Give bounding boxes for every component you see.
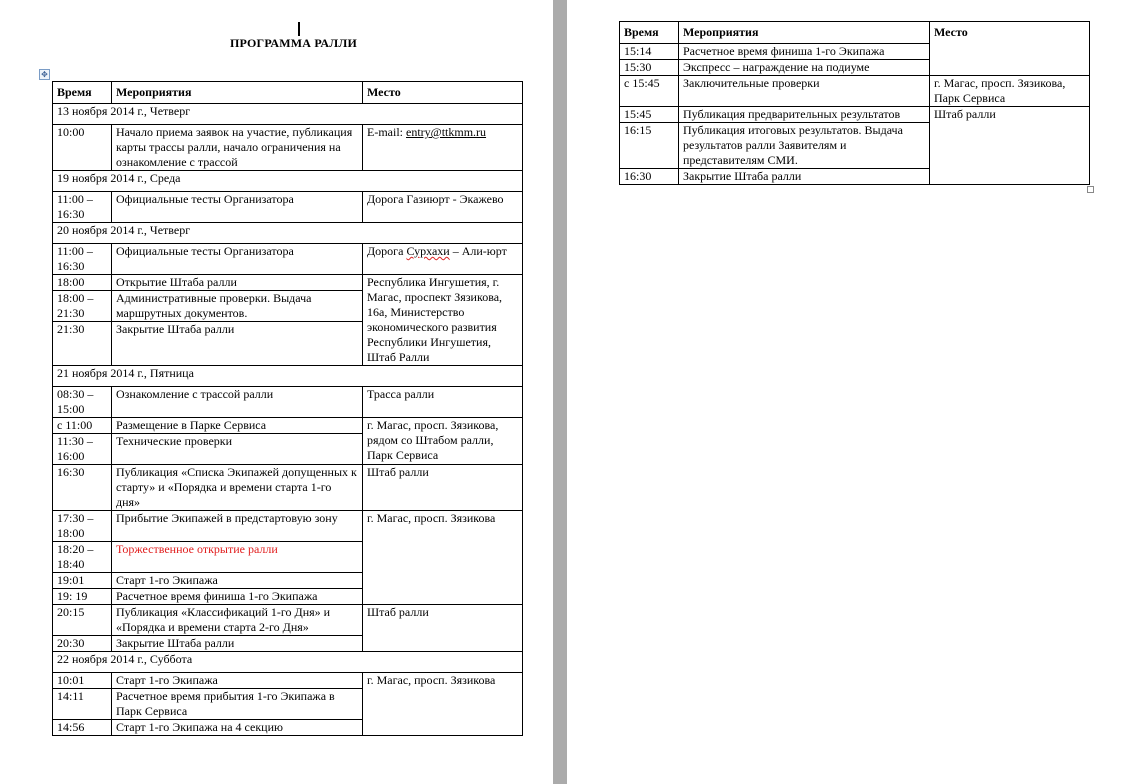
- event-cell: Публикация «Списка Экипажей допущенных к старту» и «Порядка и времени старта 1-го дня»: [112, 465, 363, 511]
- table-row: [53, 387, 523, 418]
- table-resize-handle-icon[interactable]: [1087, 186, 1094, 193]
- day-cell: 22 ноября 2014 г., Суббота: [53, 652, 523, 673]
- table-row: [53, 244, 523, 275]
- event-cell: Официальные тесты Организатора: [112, 192, 363, 223]
- day-cell: 13 ноября 2014 г., Четверг: [53, 104, 523, 125]
- event-cell: Ознакомление с трассой ралли: [112, 387, 363, 418]
- table-row: [53, 125, 523, 171]
- column-header-event: Мероприятия: [112, 82, 363, 104]
- email-link[interactable]: entry@ttkmm.ru: [406, 125, 487, 139]
- table-move-handle-icon[interactable]: ✥: [39, 69, 50, 80]
- time-cell: 17:30 – 18:00: [53, 511, 112, 542]
- time-cell: 18:20 – 18:40: [53, 542, 112, 573]
- place-cell: Трасса ралли: [363, 387, 523, 418]
- table-row: [620, 107, 1090, 123]
- time-cell: 11:00 – 16:30: [53, 244, 112, 275]
- event-cell: Старт 1-го Экипажа: [112, 573, 363, 589]
- table-row: [53, 192, 523, 223]
- event-cell: Заключительные проверки: [679, 76, 930, 107]
- time-cell: 11:30 – 16:00: [53, 434, 112, 465]
- table-row: [53, 275, 523, 291]
- event-cell: Расчетное время прибытия 1-го Экипажа в Парк Сервиса: [112, 689, 363, 720]
- day-row: [53, 223, 523, 244]
- table-row: [53, 605, 523, 636]
- place-cell: [363, 244, 523, 275]
- day-row: [53, 366, 523, 387]
- day-row: [53, 104, 523, 125]
- event-cell: Административные проверки. Выдача маршрутных документов.: [112, 291, 363, 322]
- event-cell: Официальные тесты Организатора: [112, 244, 363, 275]
- time-cell: 14:56: [53, 720, 112, 736]
- event-cell: Закрытие Штаба ралли: [679, 169, 930, 185]
- time-cell: 15:14: [620, 44, 679, 60]
- day-cell: 19 ноября 2014 г., Среда: [53, 171, 523, 192]
- time-cell: 16:30: [620, 169, 679, 185]
- table-header-row: [620, 22, 1090, 44]
- document-page-2: [567, 0, 1124, 784]
- time-cell: 11:00 – 16:30: [53, 192, 112, 223]
- time-cell: с 15:45: [620, 76, 679, 107]
- place-text: Дорога: [367, 244, 407, 258]
- spelling-flagged-word: Сурхахи: [406, 244, 450, 258]
- event-cell: Закрытие Штаба ралли: [112, 322, 363, 366]
- event-cell: Старт 1-го Экипажа на 4 секцию: [112, 720, 363, 736]
- table-row: [53, 418, 523, 434]
- event-cell: Прибытие Экипажей в предстартовую зону: [112, 511, 363, 542]
- document-page-1: [0, 0, 553, 784]
- time-cell: 15:45: [620, 107, 679, 123]
- time-cell: 19: 19: [53, 589, 112, 605]
- time-cell: 16:15: [620, 123, 679, 169]
- time-cell: с 11:00: [53, 418, 112, 434]
- schedule-table: [52, 81, 523, 736]
- time-cell: 15:30: [620, 60, 679, 76]
- time-cell: 20:15: [53, 605, 112, 636]
- day-row: [53, 652, 523, 673]
- place-text: – Али-юрт: [449, 244, 507, 258]
- event-cell: Экспресс – награждение на подиуме: [679, 60, 930, 76]
- column-header-event: Мероприятия: [679, 22, 930, 44]
- time-cell: 19:01: [53, 573, 112, 589]
- schedule-table-continued: [619, 21, 1090, 185]
- time-cell: 08:30 – 15:00: [53, 387, 112, 418]
- event-cell: Публикация «Классификаций 1-го Дня» и «Порядка и времени старта 2-го Дня»: [112, 605, 363, 636]
- event-cell: Начало приема заявок на участие, публикация карты трассы ралли, начало ограничения на ознакомление с трассой: [112, 125, 363, 171]
- event-cell: Расчетное время финиша 1-го Экипажа: [112, 589, 363, 605]
- place-cell: Республика Ингушетия, г. Магас, проспект Зязикова, 16а, Министерство экономического развития Республики Ингушетия, Штаб Ралли: [363, 275, 523, 366]
- table-row: [53, 465, 523, 511]
- time-cell: 10:00: [53, 125, 112, 171]
- place-cell: Штаб ралли: [363, 465, 523, 511]
- place-cell: Дорога Газиюрт - Экажево: [363, 192, 523, 223]
- text-cursor: [298, 22, 300, 36]
- column-header-place: Место: [930, 22, 1090, 76]
- place-cell: г. Магас, просп. Зязикова: [363, 673, 523, 736]
- table-header-row: [53, 82, 523, 104]
- place-cell: г. Магас, просп. Зязикова, рядом со Штабом ралли, Парк Сервиса: [363, 418, 523, 465]
- table-row: [53, 511, 523, 542]
- event-cell: Технические проверки: [112, 434, 363, 465]
- email-label: E-mail:: [367, 125, 406, 139]
- event-cell: Старт 1-го Экипажа: [112, 673, 363, 689]
- column-header-place: Место: [363, 82, 523, 104]
- table-row: [53, 673, 523, 689]
- page-title: ПРОГРАММА РАЛЛИ: [230, 36, 358, 50]
- event-cell: Публикация предварительных результатов: [679, 107, 930, 123]
- event-cell: Размещение в Парке Сервиса: [112, 418, 363, 434]
- day-cell: 20 ноября 2014 г., Четверг: [53, 223, 523, 244]
- column-header-time: Время: [53, 82, 112, 104]
- place-cell: г. Магас, просп. Зязикова: [363, 511, 523, 605]
- event-cell-highlighted: Торжественное открытие ралли: [112, 542, 363, 573]
- event-cell: Открытие Штаба ралли: [112, 275, 363, 291]
- day-cell: 21 ноября 2014 г., Пятница: [53, 366, 523, 387]
- time-cell: 18:00: [53, 275, 112, 291]
- time-cell: 16:30: [53, 465, 112, 511]
- event-cell: Расчетное время финиша 1-го Экипажа: [679, 44, 930, 60]
- place-cell: г. Магас, просп. Зязикова, Парк Сервиса: [930, 76, 1090, 107]
- time-cell: 20:30: [53, 636, 112, 652]
- place-cell: Штаб ралли: [363, 605, 523, 652]
- column-header-time: Время: [620, 22, 679, 44]
- time-cell: 18:00 – 21:30: [53, 291, 112, 322]
- event-cell: Закрытие Штаба ралли: [112, 636, 363, 652]
- day-row: [53, 171, 523, 192]
- time-cell: 14:11: [53, 689, 112, 720]
- time-cell: 10:01: [53, 673, 112, 689]
- time-cell: 21:30: [53, 322, 112, 366]
- place-cell: Штаб ралли: [930, 107, 1090, 185]
- event-cell: Публикация итоговых результатов. Выдача результатов ралли Заявителям и представителям СМИ.: [679, 123, 930, 169]
- table-row: [620, 76, 1090, 107]
- place-cell: [363, 125, 523, 171]
